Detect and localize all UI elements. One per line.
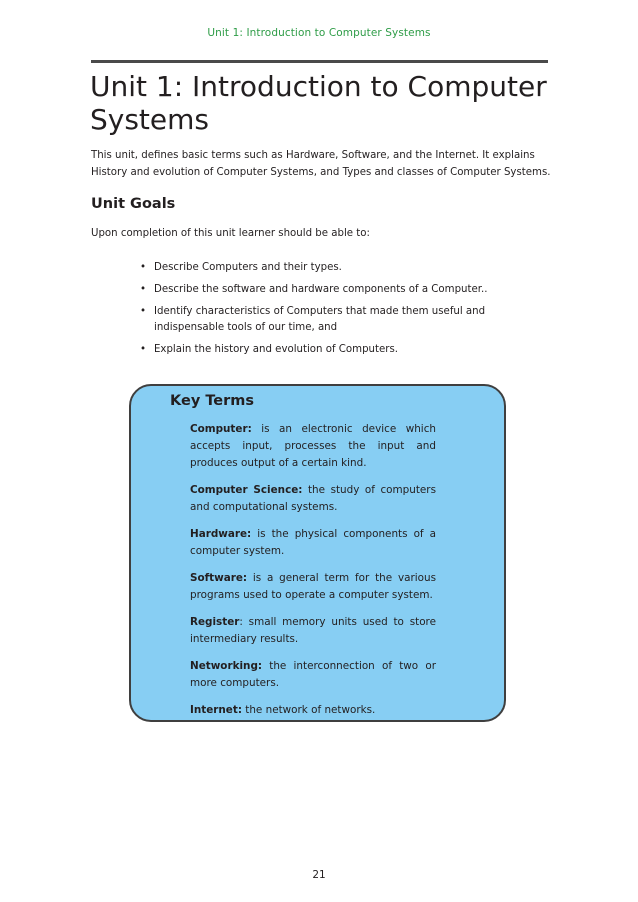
key-term-software	[190, 570, 436, 604]
key-term-internet	[190, 702, 436, 719]
list-item-text: Describe the software and hardware components of a Computer..	[154, 284, 488, 295]
list-item	[136, 260, 546, 276]
term-name: Computer:	[190, 423, 252, 435]
bullet-icon: •	[140, 306, 147, 317]
term-name: Computer Science:	[190, 484, 303, 496]
key-term-hardware	[190, 526, 436, 560]
header-rule	[91, 60, 548, 63]
term-name: Software:	[190, 572, 248, 584]
bullet-icon: •	[140, 284, 147, 295]
bullet-icon: •	[140, 262, 147, 273]
list-item-text: Explain the history and evolution of Computers.	[154, 344, 398, 355]
key-term-register	[190, 614, 436, 648]
key-terms-heading: Key Terms	[170, 393, 255, 409]
page-title: Unit 1: Introduction to Computer Systems	[90, 70, 547, 136]
term-definition: is an electronic device which accepts input, processes the input and produces output of a certain kind.	[190, 423, 436, 469]
unit-goals-list	[136, 260, 546, 364]
term-definition: is the physical components of a computer system.	[190, 528, 436, 557]
term-name: Hardware:	[190, 528, 252, 540]
unit-goals-lead: Upon completion of this unit learner should be able to:	[91, 228, 370, 239]
term-name: Networking:	[190, 660, 263, 672]
key-terms-list	[190, 421, 436, 729]
key-term-computer-science	[190, 482, 436, 516]
term-name: Register	[190, 616, 240, 628]
list-item	[136, 282, 546, 298]
list-item	[136, 342, 546, 358]
intro-paragraph: This unit, defines basic terms such as Hardware, Software, and the Internet. It explains History and evolution of Computer Systems, and Types and classes of Computer Systems.	[91, 150, 551, 178]
list-item-text: Describe Computers and their types.	[154, 262, 342, 273]
term-definition: the interconnection of two or more computers.	[190, 660, 436, 689]
list-item	[136, 304, 546, 336]
list-item-text: Identify characteristics of Computers that made them useful and indispensable tools of our time, and	[154, 306, 486, 333]
term-definition: is a general term for the various programs used to operate a computer system.	[190, 572, 436, 601]
term-name: Internet:	[190, 704, 242, 716]
term-definition: the study of computers and computational systems.	[190, 484, 436, 513]
term-definition: the network of networks.	[241, 704, 376, 716]
bullet-icon: •	[140, 344, 147, 355]
running-header: Unit 1: Introduction to Computer Systems	[207, 27, 431, 39]
unit-goals-heading: Unit Goals	[91, 196, 176, 212]
key-term-computer	[190, 421, 436, 472]
key-term-networking	[190, 658, 436, 692]
term-definition: : small memory units used to store intermediary results.	[190, 616, 436, 645]
page-number: 21	[312, 869, 326, 881]
